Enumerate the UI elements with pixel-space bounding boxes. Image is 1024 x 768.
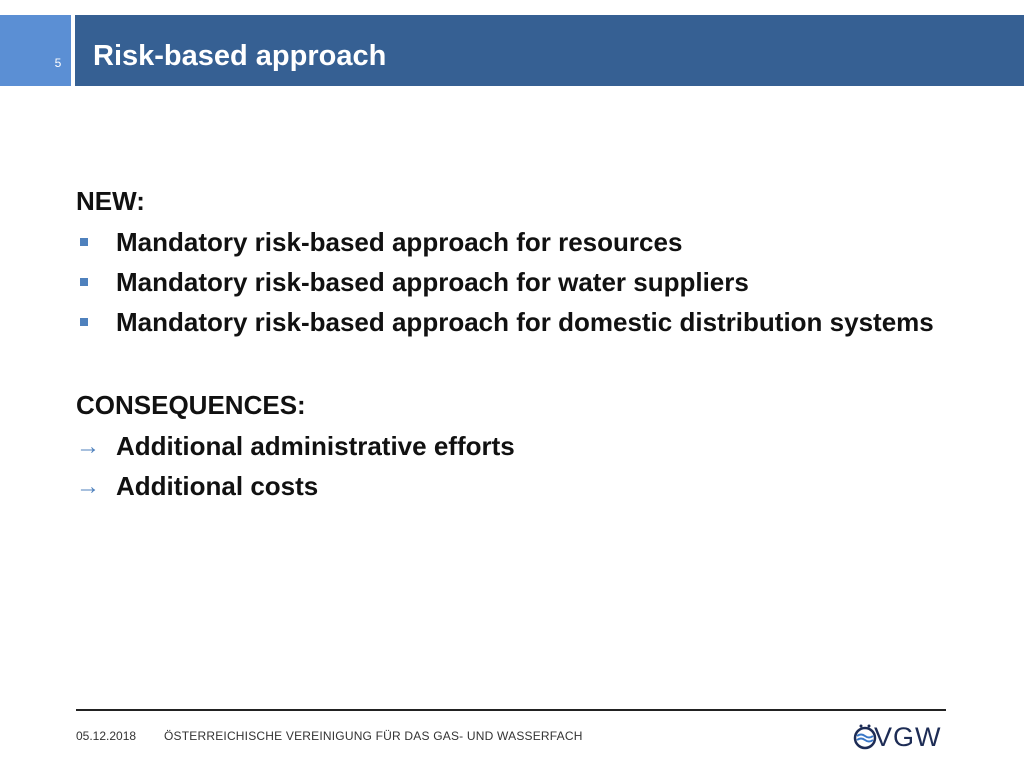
square-bullet-icon [80,238,88,246]
list-item-text: Additional costs [116,471,319,501]
list-item-text: Mandatory risk-based approach for resources [116,227,683,257]
header-bar [75,15,1024,86]
square-bullet-icon [80,278,88,286]
header-accent-block [0,15,71,86]
consequences-heading: CONSEQUENCES: [76,390,306,420]
list-item [76,470,956,503]
list-item-text: Additional administrative efforts [116,431,515,461]
slide-number: 5 [54,56,62,70]
footer-date: 05.12.2018 [76,729,137,743]
list-item [76,226,956,259]
logo-text: VGW [874,722,942,752]
footer-divider [76,709,946,711]
list-item [76,306,956,339]
list-item-text: Mandatory risk-based approach for water suppliers [116,267,749,297]
footer-organization: ÖSTERREICHISCHE VEREINIGUNG FÜR DAS GAS- UND WASSERFACH [164,729,583,743]
arrow-right-icon: → [76,433,100,460]
new-heading: NEW: [76,186,145,216]
slide-title: Risk-based approach [93,40,387,72]
list-item-text: Mandatory risk-based approach for domestic distribution systems [116,307,934,337]
slide-content [76,182,956,510]
list-item [76,266,956,299]
ovgw-logo [852,722,948,752]
square-bullet-icon [80,318,88,326]
arrow-right-icon: → [76,473,100,500]
list-item [76,430,956,463]
